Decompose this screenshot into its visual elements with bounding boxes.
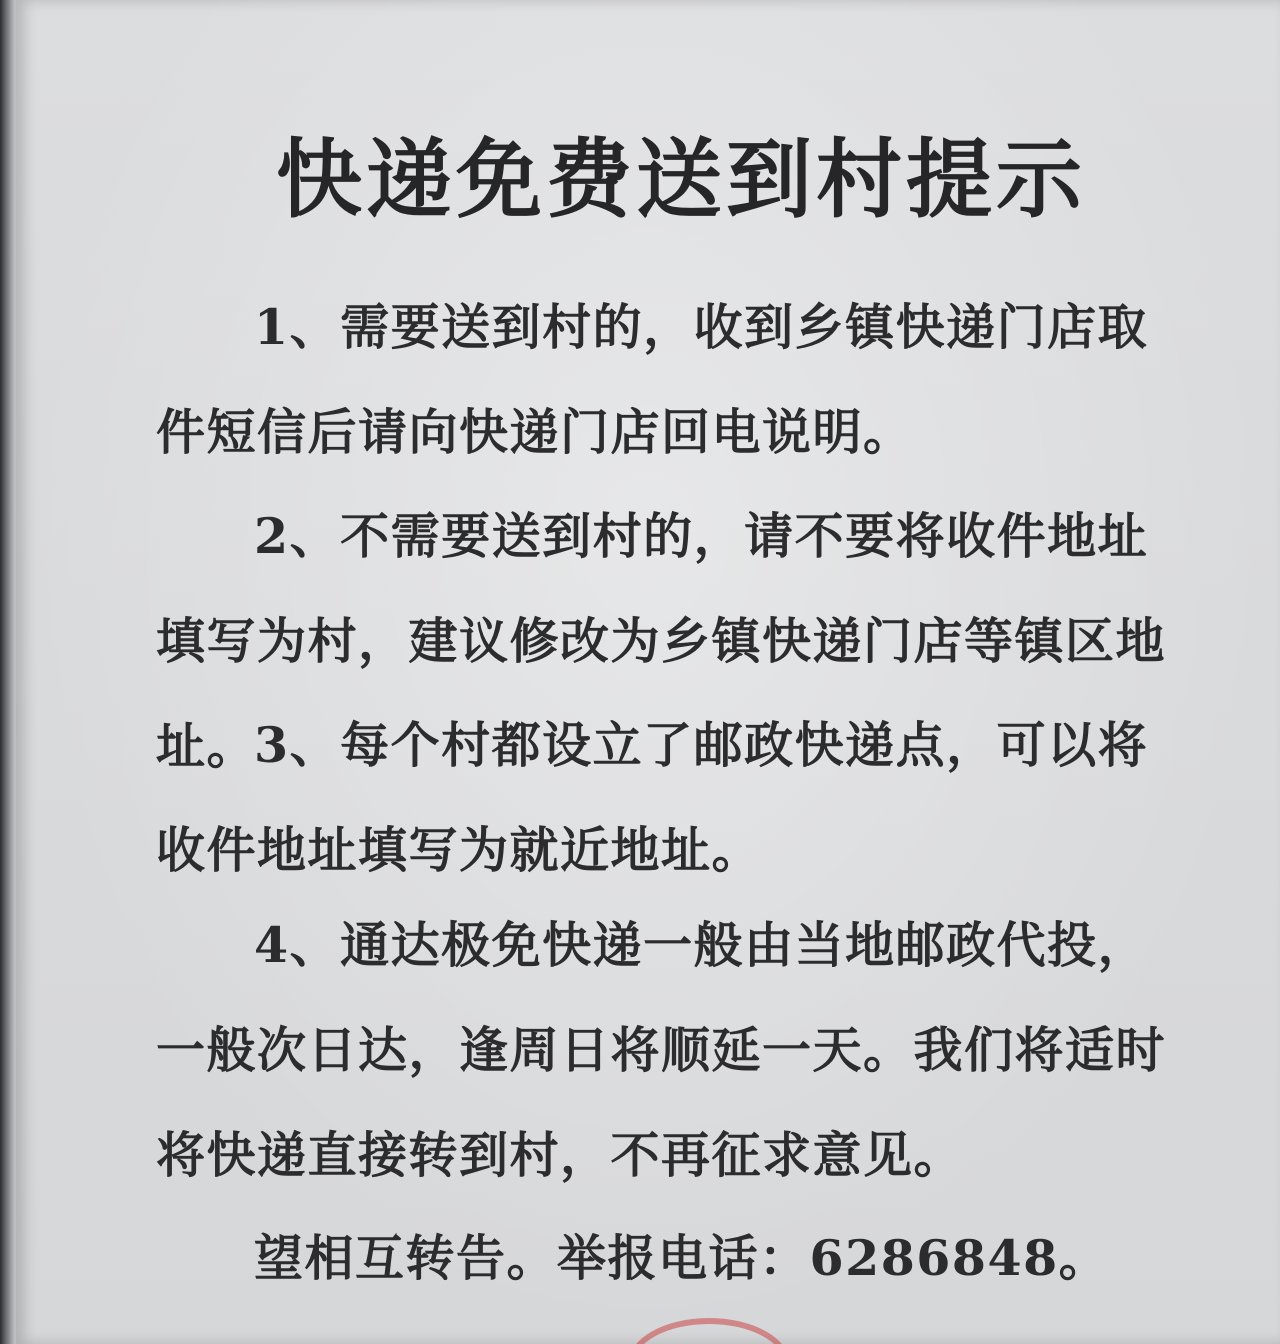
notice-item-1: 1、需要送到村的，收到乡镇快递门店取件短信后请向快递门店回电说明。	[156, 298, 1149, 461]
notice-closing: 望相互转告。举报电话：6286848。	[254, 1229, 1110, 1287]
notice-item-4: 4、通达极免快递一般由当地邮政代投，一般次日达，逢周日将顺延一天。我们将适时将快递直接转到村，不再征求意见。	[156, 916, 1167, 1184]
notice	[16, 0, 1280, 1344]
red-stamp	[628, 1318, 790, 1344]
notice-title: 快递免费送到村提示	[276, 129, 1086, 230]
paper-sheet	[16, 0, 1280, 1344]
notice-item-2: 2、不需要送到村的，请不要将收件地址填写为村，建议修改为乡镇快递门店等镇区地址。	[156, 507, 1167, 775]
notice-item-3: 3、每个村都设立了邮政快递点，可以将收件地址填写为就近地址。	[156, 716, 1149, 879]
